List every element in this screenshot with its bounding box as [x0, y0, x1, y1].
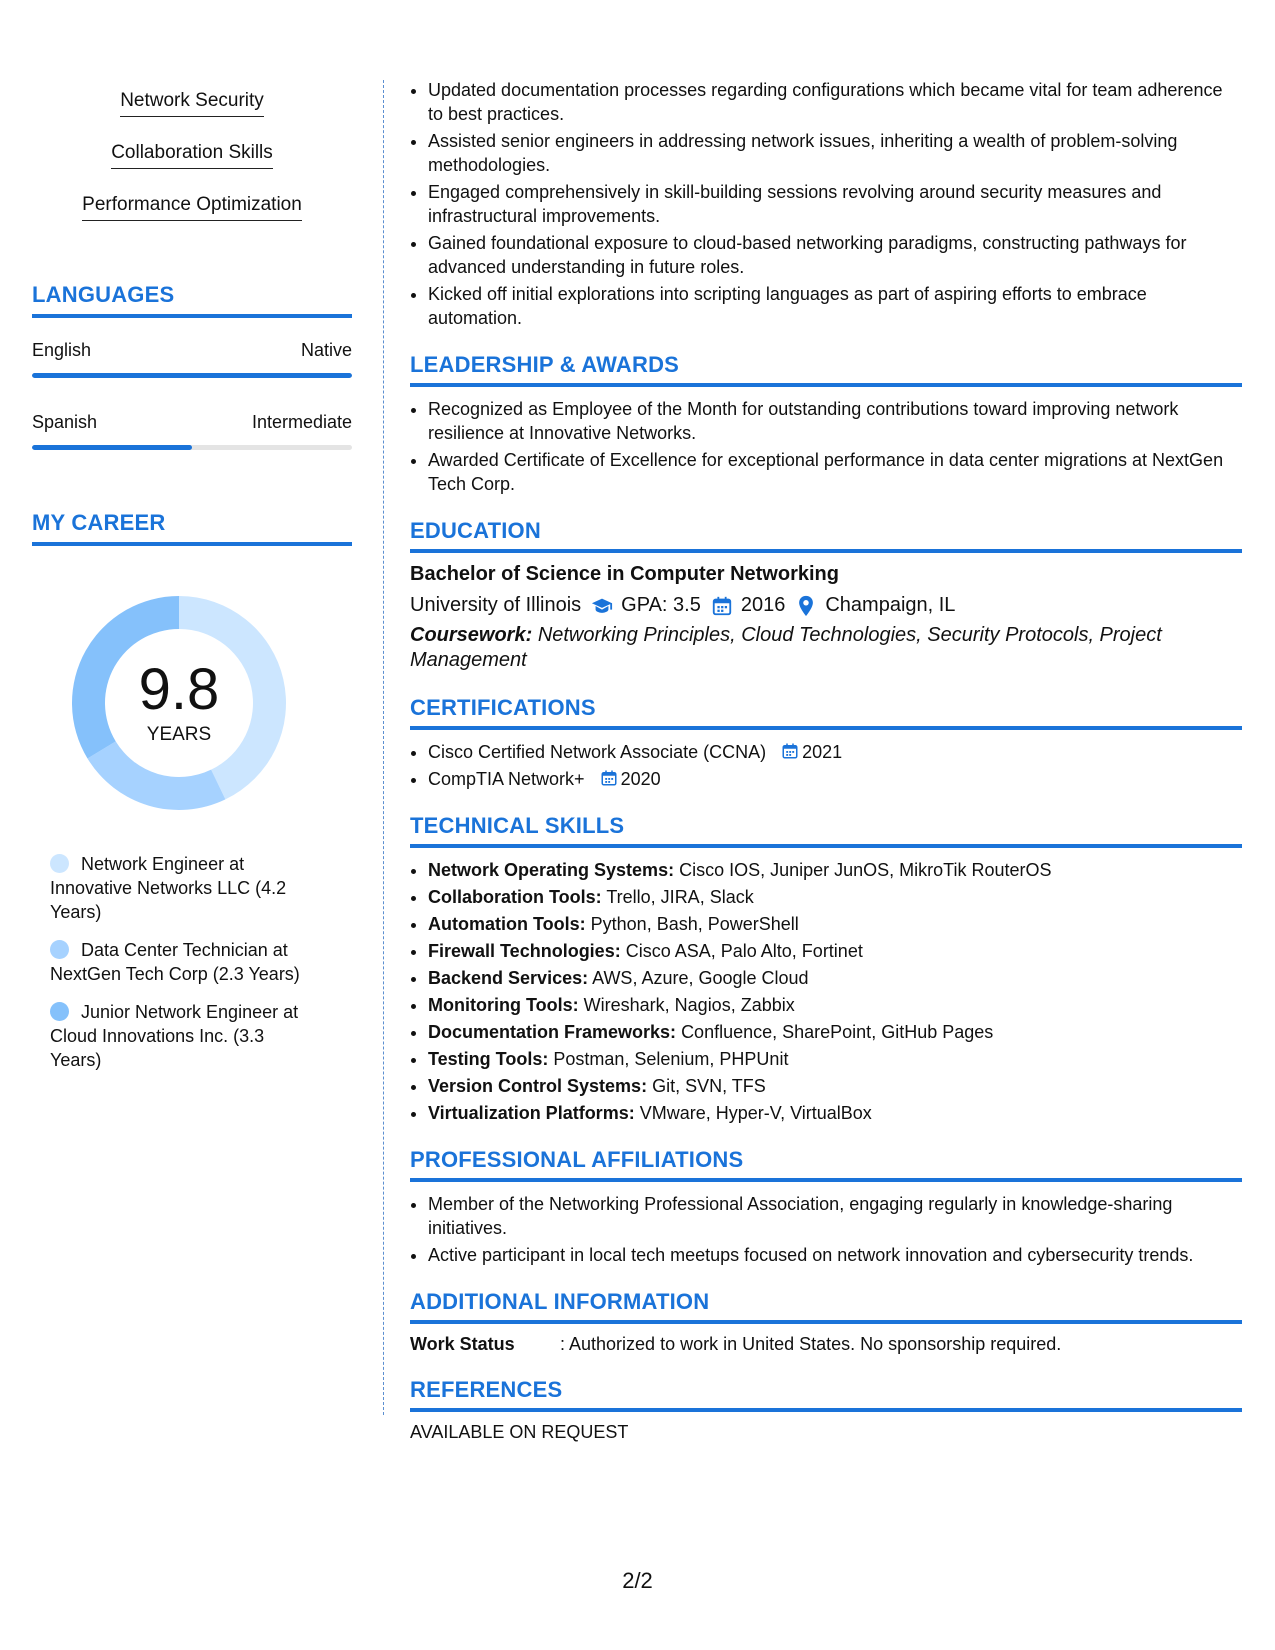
- experience-bullet: • Gained foundational exposure to cloud-based networking paradigms, constructing pathways for advanced understanding in future roles.: [428, 231, 1242, 279]
- leadership-item: • Awarded Certificate of Excellence for exceptional performance in data center migrations at NextGen Tech Corp.: [428, 448, 1242, 496]
- coursework-label: Coursework:: [410, 624, 533, 646]
- career-legend-item: [50, 852, 320, 924]
- certifications-heading: CERTIFICATIONS: [410, 695, 1242, 730]
- skill-category: Firewall Technologies:: [428, 941, 621, 961]
- languages-list: [32, 340, 352, 450]
- skill-values: Trello, JIRA, Slack: [606, 887, 754, 907]
- skill-category: Automation Tools:: [428, 914, 586, 934]
- education-heading: EDUCATION: [410, 518, 1242, 553]
- coursework-value: Networking Principles, Cloud Technologies, Security Protocols, Project Management: [410, 624, 1162, 671]
- technical-skill-item: [428, 993, 1242, 1017]
- language-level: Native: [300, 340, 352, 360]
- skill-values: Git, SVN, TFS: [652, 1076, 766, 1096]
- skill-category: Testing Tools:: [428, 1049, 549, 1069]
- skill-tag: Network Security: [120, 90, 264, 117]
- leadership-item: • Recognized as Employee of the Month for outstanding contributions toward improving network resilience at Innovative Networks.: [428, 397, 1242, 445]
- legend-dot-icon: [50, 940, 69, 959]
- certification-item: [428, 740, 1242, 764]
- career-legend-label: Data Center Technician at NextGen Tech Corp (2.3 Years): [50, 940, 300, 984]
- career-legend-item: [50, 938, 320, 986]
- skill-values: Postman, Selenium, PHPUnit: [553, 1049, 789, 1069]
- language-row: [32, 412, 352, 433]
- gpa: GPA: 3.5: [621, 594, 701, 616]
- skill-tag: Performance Optimization: [82, 194, 302, 221]
- language-level: Intermediate: [251, 412, 352, 432]
- language-proficiency-bar: [32, 445, 352, 450]
- skill-category: Network Operating Systems:: [428, 860, 675, 880]
- skill-category: Virtualization Platforms:: [428, 1103, 635, 1123]
- career-legend-label: Network Engineer at Innovative Networks LLC (4.2 Years): [50, 854, 287, 922]
- language-proficiency-bar: [32, 373, 352, 378]
- coursework: [410, 623, 1242, 673]
- technical-skills-list: [410, 858, 1242, 1125]
- technical-skill-item: [428, 939, 1242, 963]
- career-heading: MY CAREER: [32, 510, 352, 546]
- legend-dot-icon: [50, 854, 69, 873]
- leadership-heading: LEADERSHIP & AWARDS: [410, 352, 1242, 387]
- career-legend: [50, 852, 320, 1072]
- skill-tag: Collaboration Skills: [111, 142, 273, 169]
- experience-bullet: • Kicked off initial explorations into scripting languages as part of aspiring efforts to embrace automation.: [428, 282, 1242, 330]
- certification-name: CompTIA Network+: [428, 769, 585, 789]
- calendar-icon: [600, 769, 618, 787]
- languages-heading: LANGUAGES: [32, 282, 352, 318]
- certification-year: 2020: [620, 769, 661, 789]
- calendar-icon: [781, 742, 799, 760]
- leadership-list: [410, 397, 1242, 496]
- column-divider: [383, 80, 384, 1415]
- page-number: 2/2: [622, 1568, 653, 1593]
- work-status-label: Work Status: [410, 1334, 515, 1354]
- technical-skill-item: [428, 1020, 1242, 1044]
- technical-skill-item: [428, 885, 1242, 909]
- skill-values: Python, Bash, PowerShell: [590, 914, 799, 934]
- skill-category: Collaboration Tools:: [428, 887, 602, 907]
- location-pin-icon: [795, 595, 817, 617]
- career-total-years: 9.8: [138, 657, 220, 722]
- technical-skill-item: [428, 1074, 1242, 1098]
- skill-values: VMware, Hyper-V, VirtualBox: [639, 1103, 872, 1123]
- experience-bullet: • Assisted senior engineers in addressing network issues, inheriting a wealth of problem-solving methodologies.: [428, 129, 1242, 177]
- technical-skill-item: [428, 966, 1242, 990]
- right-column: [410, 78, 1242, 1443]
- legend-dot-icon: [50, 1002, 69, 1021]
- technical-skill-item: [428, 912, 1242, 936]
- career-legend-item: [50, 1000, 320, 1072]
- technical-skill-item: [428, 1047, 1242, 1071]
- technical-skill-item: [428, 1101, 1242, 1125]
- degree-title: Bachelor of Science in Computer Networking: [410, 563, 839, 585]
- experience-bullet: • Engaged comprehensively in skill-building sessions revolving around security measures and infrastructural improvements.: [428, 180, 1242, 228]
- school-location: Champaign, IL: [825, 594, 956, 616]
- language-proficiency-fill: [32, 445, 192, 450]
- skill-category: Documentation Frameworks:: [428, 1022, 677, 1042]
- technical-skill-item: [428, 858, 1242, 882]
- skill-values: Confluence, SharePoint, GitHub Pages: [681, 1022, 994, 1042]
- references-text: AVAILABLE ON REQUEST: [410, 1422, 629, 1442]
- graduation-cap-icon: [591, 595, 613, 617]
- education-details: [410, 594, 1242, 617]
- skill-values: Cisco ASA, Palo Alto, Fortinet: [625, 941, 863, 961]
- career-donut-chart: [64, 588, 294, 818]
- certification-name: Cisco Certified Network Associate (CCNA): [428, 742, 767, 762]
- technical-skills-heading: TECHNICAL SKILLS: [410, 813, 1242, 848]
- affiliations-heading: PROFESSIONAL AFFILIATIONS: [410, 1147, 1242, 1182]
- skill-category: Monitoring Tools:: [428, 995, 579, 1015]
- career-donut-center: [64, 588, 294, 818]
- school-name: University of Illinois: [410, 594, 582, 616]
- experience-bullets: [410, 78, 1242, 330]
- references-heading: REFERENCES: [410, 1377, 1242, 1412]
- language-row: [32, 340, 352, 361]
- career-total-unit: YEARS: [146, 724, 212, 745]
- certification-item: [428, 767, 1242, 791]
- language-name: English: [32, 340, 92, 360]
- additional-info-heading: ADDITIONAL INFORMATION: [410, 1289, 1242, 1324]
- work-status-value: : Authorized to work in United States. No sponsorship required.: [560, 1334, 1062, 1354]
- language-proficiency-fill: [32, 373, 352, 378]
- affiliation-item: • Active participant in local tech meetups focused on network innovation and cybersecurity trends.: [428, 1243, 1242, 1267]
- left-column: [32, 80, 352, 1086]
- calendar-icon: [711, 595, 733, 617]
- career-legend-label: Junior Network Engineer at Cloud Innovations Inc. (3.3 Years): [50, 1002, 299, 1070]
- skill-tags: [32, 80, 352, 236]
- language-name: Spanish: [32, 412, 98, 432]
- graduation-year: 2016: [740, 594, 786, 616]
- skill-values: AWS, Azure, Google Cloud: [592, 968, 809, 988]
- skill-values: Wireshark, Nagios, Zabbix: [583, 995, 795, 1015]
- experience-bullet: • Updated documentation processes regarding configurations which became vital for team adherence to best practices.: [428, 78, 1242, 126]
- affiliation-item: • Member of the Networking Professional Association, engaging regularly in knowledge-sharing initiatives.: [428, 1192, 1242, 1240]
- skill-category: Backend Services:: [428, 968, 589, 988]
- skill-category: Version Control Systems:: [428, 1076, 648, 1096]
- skill-values: Cisco IOS, Juniper JunOS, MikroTik RouterOS: [679, 860, 1052, 880]
- certification-year: 2021: [802, 742, 843, 762]
- affiliations-list: [410, 1192, 1242, 1267]
- certifications-list: [410, 740, 1242, 791]
- work-status-row: [410, 1334, 1242, 1355]
